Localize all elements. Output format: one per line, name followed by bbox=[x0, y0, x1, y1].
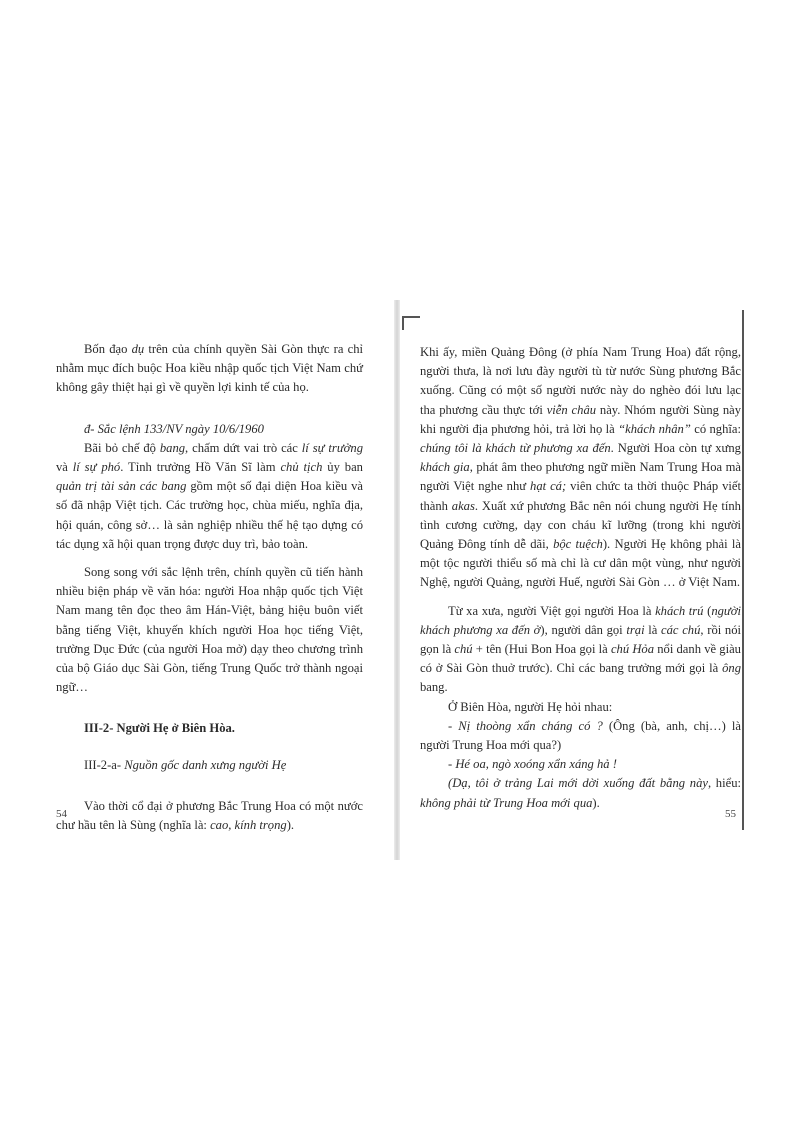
paragraph-bang-abolition bbox=[56, 439, 363, 554]
text-segment: Khi ấy, miền Quảng Đông (ở phía Nam Trung Hoa) đất rộng, người thưa, là nơi lưu đày người tù từ nước Sùng phương Bắc xuống. Cũng có một số người nước này do nghèo đói lưu lạc tha phương cầu thực tới bbox=[420, 345, 741, 417]
text-segment: . Xuất xứ phương Bắc nên nói chung người Hẹ tính tình cương cường, dạy con cháu kĩ lưỡng (trong khi người Quảng Đông tính dễ dãi, bbox=[420, 498, 741, 552]
text-segment: không phải từ Trung Hoa mới qua bbox=[420, 795, 593, 810]
corner-rule bbox=[402, 316, 420, 318]
text-segment: có nghĩa: bbox=[690, 421, 741, 436]
text-segment: gồm một số đại diện Hoa kiều và số đã nhập Việt tịch. Các trường học, chùa miếu, nghĩa địa, hội quán, công sở… là sản nghiệp nhiều thế hệ tạo dựng có tác dụng xã hội quan trọng được duy trì, bảo toàn. bbox=[56, 479, 363, 551]
left-text-column bbox=[56, 340, 363, 835]
subsection-heading bbox=[56, 756, 363, 775]
text-segment: , chấm dứt vai trò các bbox=[185, 440, 302, 455]
text-segment: akas bbox=[451, 498, 475, 513]
corner-rule-vertical bbox=[402, 316, 404, 330]
text-segment: bang. bbox=[420, 680, 448, 695]
text-segment: trại bbox=[626, 622, 645, 637]
text-segment: . Người Hoa còn tự xưng bbox=[610, 441, 741, 456]
text-segment: ủy ban bbox=[322, 460, 363, 475]
section-heading bbox=[56, 719, 363, 738]
text-segment: chúng tôi là khách từ phương xa đến bbox=[420, 441, 611, 456]
text-segment: Vào thời cổ đại ở phương Bắc Trung Hoa có một nước chư hầu tên là Sùng (nghĩa là: bbox=[56, 798, 363, 833]
text-segment: ông bbox=[722, 661, 741, 676]
text-segment: dụ bbox=[131, 342, 145, 356]
text-segment: viễn châu bbox=[546, 402, 597, 417]
dialogue-answer bbox=[420, 755, 741, 774]
book-gutter bbox=[394, 300, 400, 860]
text-segment: - Hé oa, ngò xoóng xẩn xáng hả ! bbox=[448, 757, 617, 772]
text-segment: - Nị thoòng xẩn cháng có ? bbox=[448, 718, 603, 733]
right-text-column bbox=[420, 343, 741, 813]
page-edge-rule bbox=[742, 310, 744, 830]
text-segment: ). bbox=[286, 818, 295, 833]
text-segment: (Dạ, tôi ở trảng Lai mới dời xuống đất bằng này bbox=[448, 776, 708, 791]
text-segment: , phát âm theo phương ngữ miền Nam Trung Hoa mà người Việt nghe như bbox=[420, 460, 741, 494]
text-segment: . Tỉnh trưởng Hồ Văn Sĩ làm bbox=[120, 460, 281, 475]
text-segment: và bbox=[56, 460, 73, 475]
page-number-right: 55 bbox=[725, 808, 736, 820]
text-segment: Song song với sắc lệnh trên, chính quyền cũ tiến hành nhiều biện pháp về văn hóa: người Hoa nhập quốc tịch Việt Nam mang tên đọc theo âm Hán-Việt, bảng hiệu buôn viết bằng tiếng Việt, khuyến khích người Hoa học tiếng Việt, trường Dục Đức (của người Hoa mở) dạy theo chương trình của bộ Giáo dục Sài Gòn, tiếng Trung Quốc trở thành ngoại ngữ… bbox=[56, 565, 363, 695]
text-segment: chủ tịch bbox=[280, 460, 323, 475]
text-segment: Bốn đạo bbox=[84, 342, 132, 356]
text-segment: , rồi nói gọn là bbox=[420, 622, 742, 657]
paragraph-quang-dong bbox=[420, 343, 741, 593]
dialogue-translation bbox=[420, 774, 741, 812]
text-segment: Ở Biên Hòa, người Hẹ hỏi nhau: bbox=[448, 699, 613, 714]
text-segment: ), người dân gọi bbox=[540, 622, 627, 637]
text-segment: quản trị tài sản các bang bbox=[56, 479, 187, 494]
text-segment: là bbox=[644, 622, 662, 637]
text-segment: Nguồn gốc danh xưng người Hẹ bbox=[124, 757, 287, 772]
text-segment: lí sự trưởng bbox=[301, 440, 363, 455]
text-segment: , hiểu: bbox=[707, 776, 741, 791]
dialogue-question bbox=[420, 717, 741, 755]
text-segment: các chú bbox=[661, 622, 701, 637]
text-segment: đ- Sắc lệnh 133/NV ngày 10/6/1960 bbox=[84, 421, 264, 436]
text-segment: khách gia bbox=[420, 460, 470, 475]
text-segment: bang bbox=[159, 440, 186, 455]
paragraph-culture-measures bbox=[56, 563, 363, 697]
text-segment: III-2-a- bbox=[84, 757, 125, 772]
text-segment: + tên (Hui Bon Hoa gọi là bbox=[472, 642, 611, 657]
text-segment: “khách nhân” bbox=[618, 421, 691, 436]
text-segment: trên của chính quyền Sài Gòn thực ra chỉ nhằm mục đích buộc Hoa kiều nhập quốc tịch Việt Nam chứ không gây thiệt hại gì về quyền lợi kinh tế của họ. bbox=[56, 342, 363, 395]
paragraph-khach-tru bbox=[420, 602, 741, 698]
text-segment: ( bbox=[703, 603, 712, 618]
text-segment: viên chức ta thời thuộc Pháp viết thành bbox=[420, 479, 741, 513]
decree-heading bbox=[56, 420, 363, 439]
text-segment: khách trú bbox=[655, 603, 704, 618]
page-number-left: 54 bbox=[56, 808, 67, 820]
text-segment: cao, kính trọng bbox=[210, 818, 287, 833]
text-segment: ). bbox=[592, 795, 600, 810]
text-segment: này. Nhóm người Sùng này khi người địa phương hỏi, trả lời họ là bbox=[420, 402, 742, 436]
paragraph-origin-sung bbox=[56, 797, 363, 835]
text-segment: nổi danh về giàu có ở Sài Gòn thuở trước). Chỉ các bang trưởng mới gọi là bbox=[420, 642, 741, 676]
text-segment: lí sự phó bbox=[72, 460, 121, 475]
text-segment: (Ông (bà, anh, chị…) là người Trung Hoa mới qua?) bbox=[420, 718, 741, 753]
text-segment: bộc tuệch bbox=[553, 537, 603, 552]
text-segment: ). Người Hẹ không phải là một tộc người thiểu số mà chỉ là cư dân một vùng, như người Nghệ, người Quảng, người Huế, người Sài Gòn … ở Việt Nam. bbox=[420, 537, 741, 590]
text-segment: chú bbox=[454, 642, 473, 657]
text-segment: III-2- Người Hẹ ở Biên Hòa. bbox=[84, 721, 235, 736]
paragraph-bien-hoa-ask bbox=[420, 698, 741, 717]
text-segment: Từ xa xưa, người Việt gọi người Hoa là bbox=[448, 603, 656, 618]
text-segment: Bãi bỏ chế độ bbox=[84, 440, 160, 455]
paragraph-dao-du bbox=[56, 340, 363, 398]
text-segment: hạt cá; bbox=[530, 479, 567, 494]
text-segment: chú Hỏa bbox=[610, 642, 655, 657]
text-segment: người khách phương xa đến ở bbox=[420, 603, 742, 637]
